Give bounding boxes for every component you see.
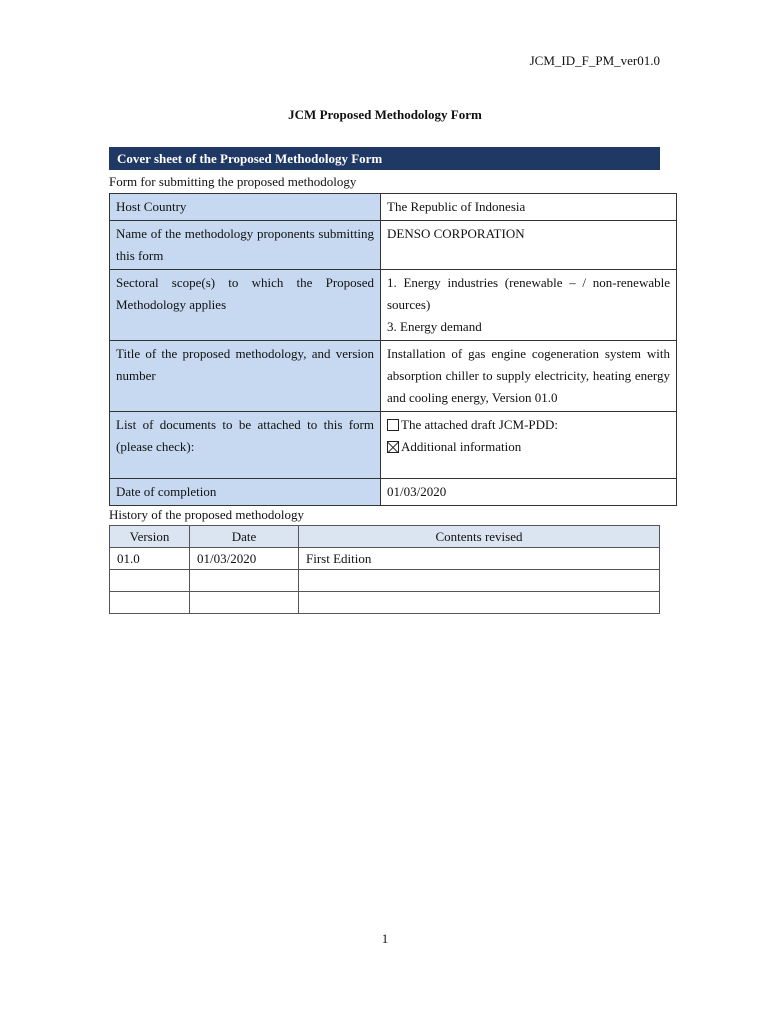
cover-sheet-table: [109, 193, 677, 506]
history-cell-contents: [299, 570, 660, 592]
sectoral-scope-item: 1. Energy industries (renewable – / non-renewable sources): [387, 275, 670, 312]
history-cell-date: 01/03/2020: [190, 548, 299, 570]
proponents-label: Name of the methodology proponents submitting this form: [110, 221, 381, 270]
table-row: [110, 194, 677, 221]
sectoral-scope-value: [381, 270, 677, 341]
history-table: [109, 525, 660, 614]
checkbox-unchecked[interactable]: [387, 419, 399, 431]
table-row: [110, 570, 660, 592]
history-cell-version: [110, 592, 190, 614]
checklist-item-label: Additional information: [401, 439, 522, 454]
sectoral-scope-item: 3. Energy demand: [387, 319, 482, 334]
column-header-date: Date: [190, 526, 299, 548]
methodology-title-value: Installation of gas engine cogeneration system with absorption chiller to supply electricity, heating energy and cooling energy, Version 01.0: [381, 341, 677, 412]
proponents-value: DENSO CORPORATION: [381, 221, 677, 270]
attachments-label: List of documents to be attached to this form (please check):: [110, 412, 381, 479]
date-of-completion-label: Date of completion: [110, 479, 381, 506]
history-header-row: [110, 526, 660, 548]
checklist-item-additional-info[interactable]: [387, 436, 670, 458]
table-row: [110, 479, 677, 506]
host-country-label: Host Country: [110, 194, 381, 221]
table-row: [110, 341, 677, 412]
history-cell-date: [190, 570, 299, 592]
checklist-item-label: The attached draft JCM-PDD:: [401, 417, 559, 432]
history-cell-version: 01.0: [110, 548, 190, 570]
attachments-checklist: [381, 412, 677, 479]
history-cell-contents: [299, 592, 660, 614]
checklist-item-draft-pdd[interactable]: [387, 414, 670, 436]
table-row: [110, 412, 677, 479]
form-caption: Form for submitting the proposed methodology: [109, 174, 357, 189]
history-cell-date: [190, 592, 299, 614]
table-row: [110, 221, 677, 270]
table-row: [110, 548, 660, 570]
cover-sheet-banner: Cover sheet of the Proposed Methodology Form: [109, 147, 660, 170]
page-title: JCM Proposed Methodology Form: [288, 107, 482, 122]
host-country-value: The Republic of Indonesia: [381, 194, 677, 221]
sectoral-scope-label: Sectoral scope(s) to which the Proposed Methodology applies: [110, 270, 381, 341]
history-cell-contents: First Edition: [299, 548, 660, 570]
document-id: JCM_ID_F_PM_ver01.0: [529, 53, 660, 68]
checkbox-checked[interactable]: [387, 441, 399, 453]
methodology-title-label: Title of the proposed methodology, and version number: [110, 341, 381, 412]
table-row: [110, 270, 677, 341]
column-header-version: Version: [110, 526, 190, 548]
history-caption: History of the proposed methodology: [109, 507, 304, 522]
column-header-contents-revised: Contents revised: [299, 526, 660, 548]
date-of-completion-value: 01/03/2020: [381, 479, 677, 506]
history-cell-version: [110, 570, 190, 592]
table-row: [110, 592, 660, 614]
page-number: 1: [381, 931, 389, 946]
